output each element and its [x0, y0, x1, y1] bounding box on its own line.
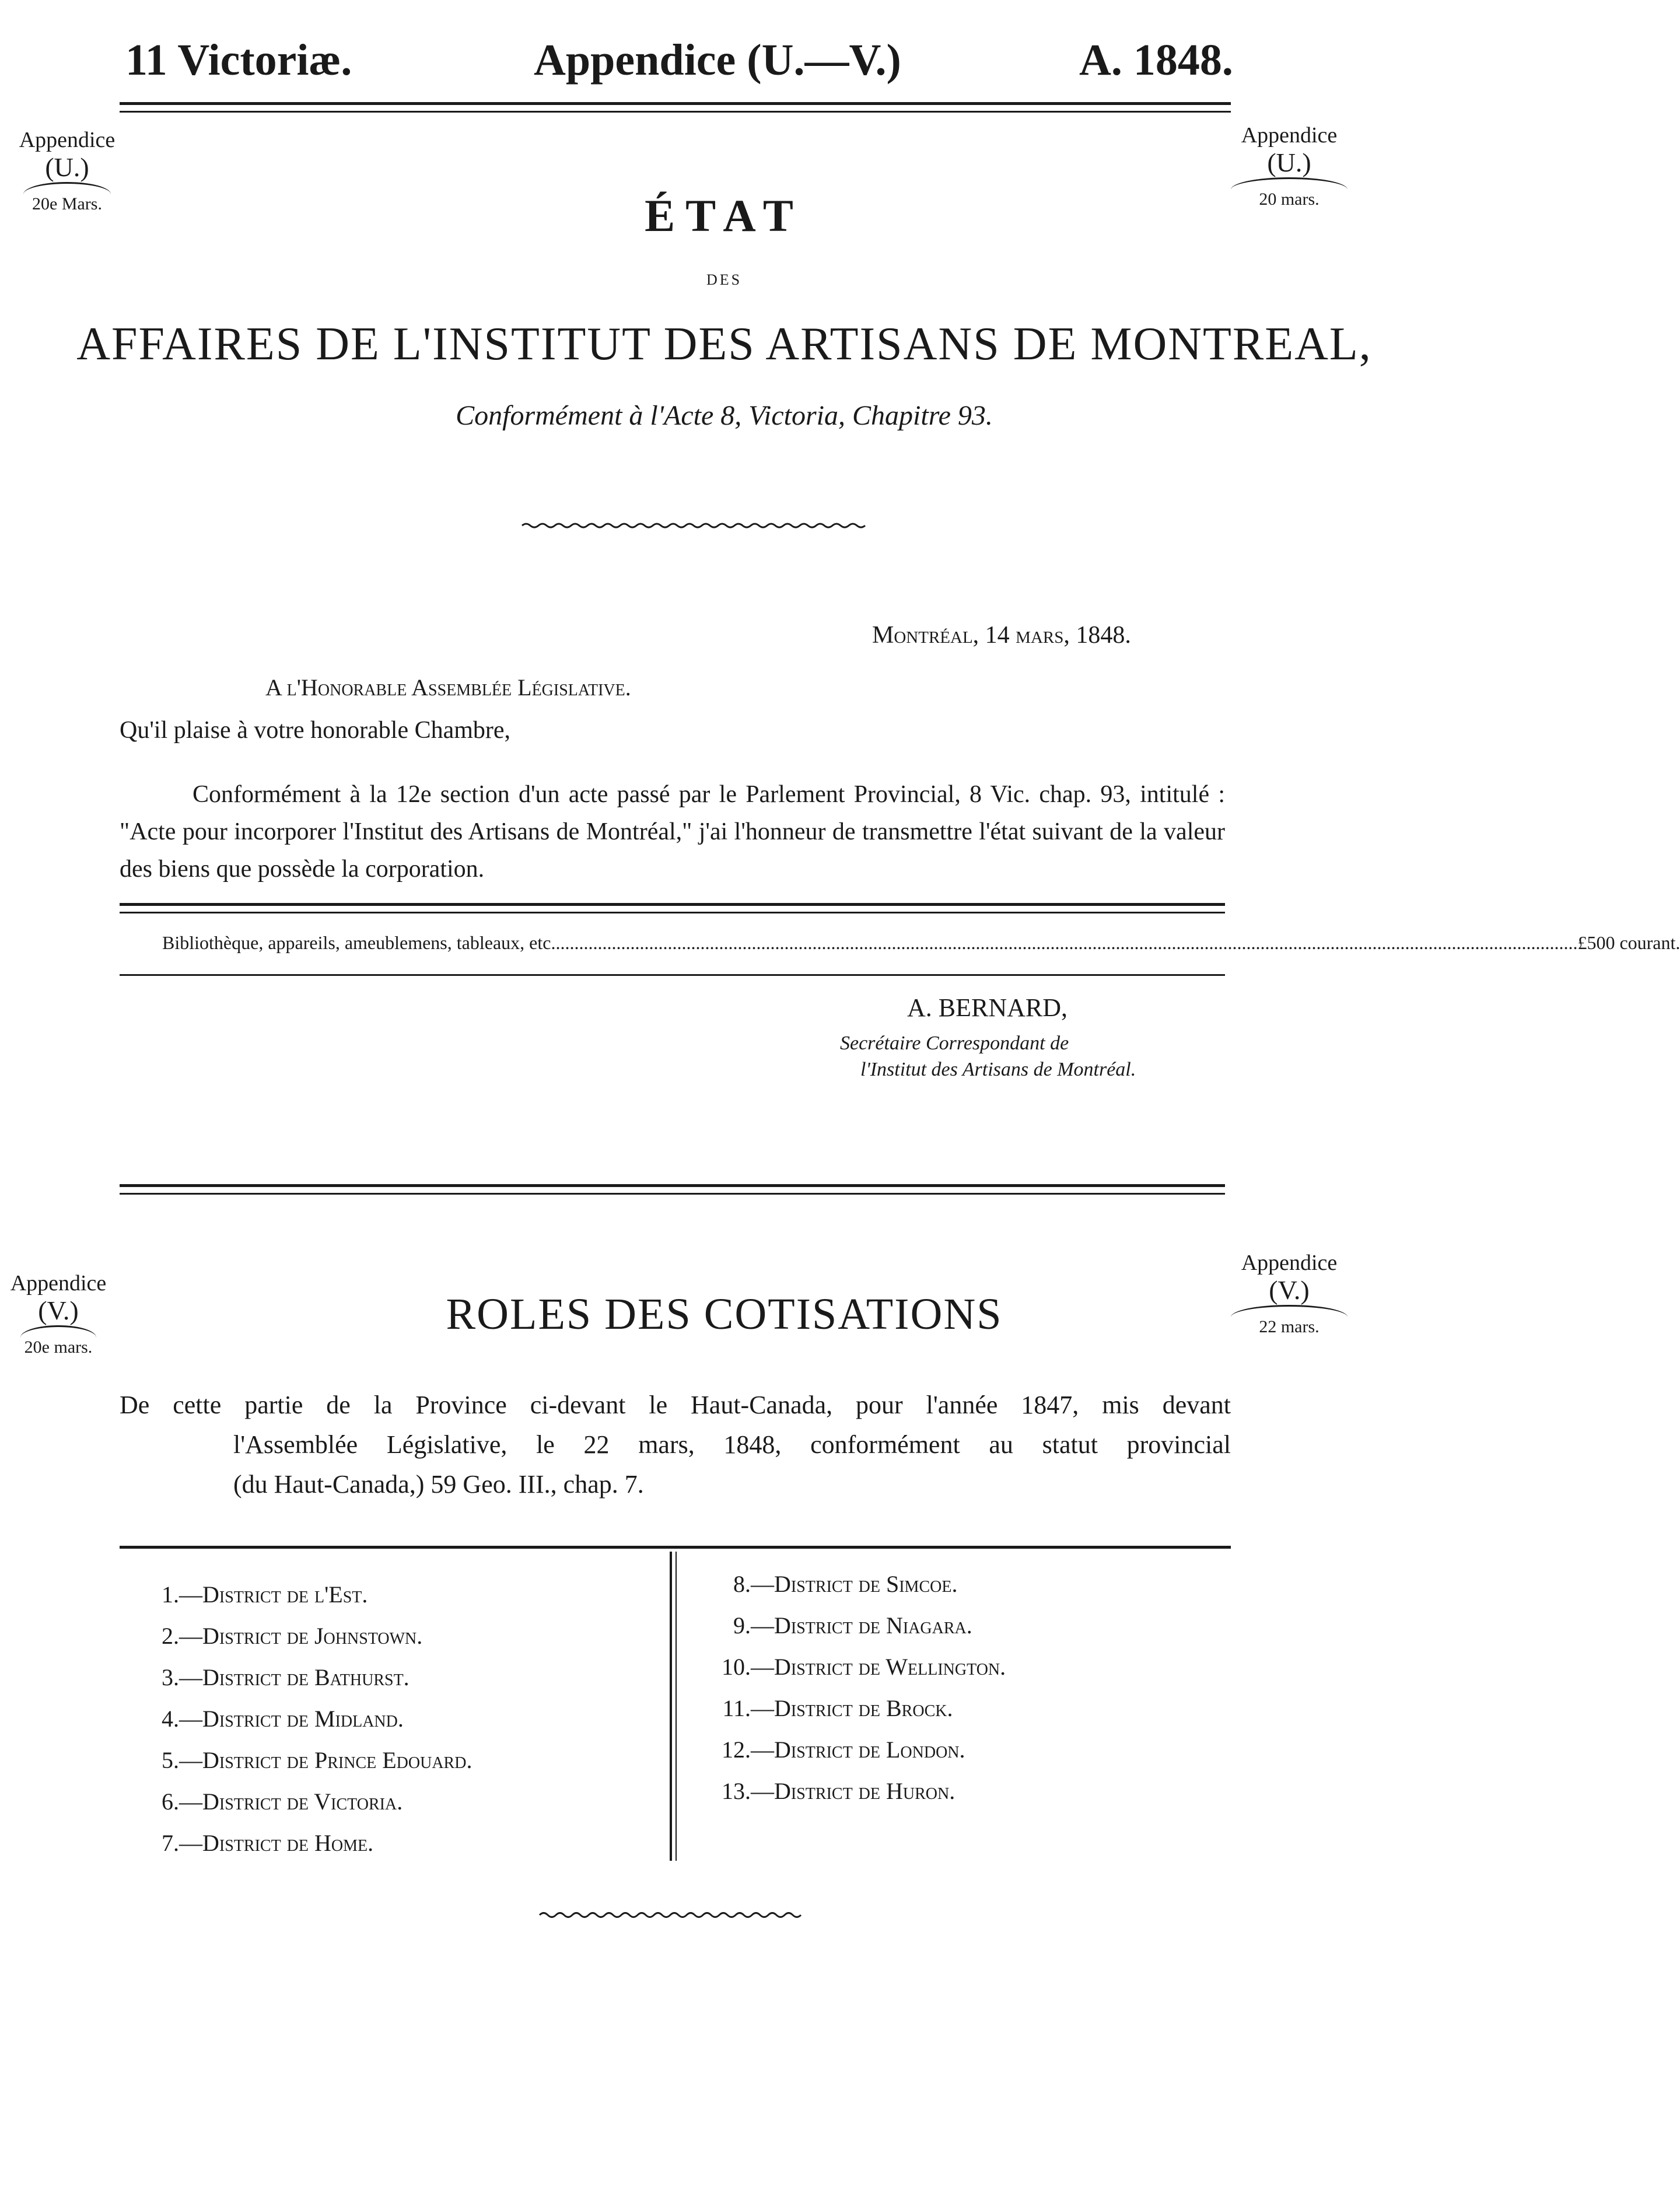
- districts-column-divider: [670, 1552, 672, 1861]
- header-right: A. 1848.: [1079, 36, 1233, 85]
- signature-name: A. BERNARD,: [907, 993, 1068, 1022]
- district-item: 1.—District de l'Est.: [162, 1581, 368, 1608]
- roles-line-2: l'Assemblée Législative, le 22 mars, 1848, conformément au statut provincial: [233, 1430, 1231, 1459]
- signature-title-2: l'Institut des Artisans de Montréal.: [860, 1059, 1136, 1080]
- district-item: 2.—District de Johnstown.: [162, 1623, 423, 1649]
- roles-paragraph: [120, 1385, 1231, 1504]
- margin-note-date: 20 mars.: [1259, 190, 1320, 209]
- signature-title-1: Secrétaire Correspondant de: [840, 1032, 1069, 1054]
- ornament-wavy-rule-2: [540, 1910, 808, 1920]
- header-left: 11 Victoriæ.: [125, 36, 352, 85]
- margin-note-code: (U.): [1267, 147, 1311, 177]
- districts-column-divider-thin: [676, 1552, 677, 1861]
- property-label: Bibliothèque, appareils, ameublemens, tableaux, etc: [162, 932, 551, 953]
- rule-under-property: [120, 974, 1225, 976]
- section-divider-2: [120, 1193, 1225, 1195]
- roles-line-3: (du Haut-Canada,) 59 Geo. III., chap. 7.: [233, 1470, 644, 1499]
- etat-title: ÉTAT: [645, 190, 804, 241]
- leader-dots: ............................................................................................................................................................................................................................: [551, 932, 1578, 953]
- district-item: 6.—District de Victoria.: [162, 1788, 403, 1815]
- letter-paragraph: Conformément à la 12e section d'un acte passé par le Parlement Provincial, 8 Vic. chap. 93, intitulé : "Acte pour incorporer l'Institut des Artisans de Montréal," j'ai l'honneur de transmettre l'état suivant de la valeur des biens que possède la corporation.: [120, 781, 1225, 883]
- margin-note-code: (V.): [1269, 1275, 1310, 1305]
- margin-note-date: 20e Mars.: [32, 194, 102, 214]
- district-item: 11.—District de Brock.: [722, 1695, 953, 1721]
- margin-note-date: 20e mars.: [24, 1338, 93, 1357]
- letter-address: A l'Honorable Assemblée Législative.: [265, 674, 631, 701]
- header-center: Appendice (U.—V.): [534, 36, 901, 85]
- margin-note-date: 22 mars.: [1259, 1317, 1320, 1337]
- district-item: 5.—District de Prince Edouard.: [162, 1747, 473, 1773]
- header-rule-bottom: [120, 111, 1231, 113]
- letter-dateline: Montréal, 14 mars, 1848.: [872, 622, 1131, 649]
- district-item: 3.—District de Bathurst.: [162, 1664, 410, 1690]
- margin-note-label: Appendice: [1241, 123, 1338, 148]
- etat-heading: AFFAIRES DE L'INSTITUT DES ARTISANS DE MONTREAL,: [76, 318, 1372, 370]
- margin-note-label: Appendice: [1241, 1251, 1338, 1275]
- district-item: 12.—District de London.: [722, 1737, 965, 1763]
- section-divider-1: [120, 1184, 1225, 1187]
- district-item: 8.—District de Simcoe.: [733, 1571, 958, 1597]
- roles-line-1: De cette partie de la Province ci-devant le Haut-Canada, pour l'année 1847, mis devant: [120, 1391, 1231, 1419]
- district-item: 13.—District de Huron.: [722, 1778, 956, 1804]
- double-rule-top-1: [120, 903, 1225, 906]
- ornament-wavy-rule-1: [522, 521, 866, 530]
- district-item: 10.—District de Wellington.: [722, 1654, 1006, 1680]
- margin-note-label: Appendice: [10, 1271, 107, 1296]
- property-line: [162, 932, 1680, 954]
- header-rule-top: [120, 102, 1231, 105]
- districts-rule-top: [120, 1546, 1231, 1549]
- margin-note-brace: [1231, 177, 1348, 190]
- roles-title: ROLES DES COTISATIONS: [446, 1290, 1003, 1339]
- etat-subtitle: Conformément à l'Acte 8, Victoria, Chapitre 93.: [456, 400, 993, 431]
- double-rule-top-2: [120, 912, 1225, 913]
- district-item: 4.—District de Midland.: [162, 1706, 404, 1732]
- letter-salutation: Qu'il plaise à votre honorable Chambre,: [120, 717, 511, 744]
- margin-note-label: Appendice: [19, 128, 116, 152]
- margin-note-code: (V.): [38, 1295, 79, 1325]
- etat-des: DES: [706, 271, 743, 288]
- district-item: 7.—District de Home.: [162, 1830, 374, 1856]
- margin-note-code: (U.): [45, 152, 89, 182]
- property-value: £500 courant.: [1577, 932, 1680, 953]
- district-item: 9.—District de Niagara.: [733, 1612, 972, 1639]
